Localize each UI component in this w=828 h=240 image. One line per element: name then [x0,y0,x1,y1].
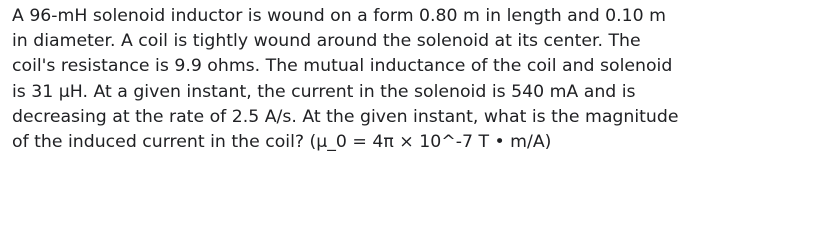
problem-line-4: is 31 μH. At a given instant, the current in the solenoid is 540 mA and is [12,81,636,102]
problem-line-2: in diameter. A coil is tightly wound around the solenoid at its center. The [12,31,641,52]
problem-line-3: coil's resistance is 9.9 ohms. The mutual inductance of the coil and solenoid [12,56,673,77]
problem-text [12,4,824,155]
problem-line-5: decreasing at the rate of 2.5 A/s. At the given instant, what is the magnitude [12,106,679,127]
problem-line-6: of the induced current in the coil? (μ_0 = 4π × 10^-7 T • m/A) [12,132,552,153]
problem-line-1: A 96-mH solenoid inductor is wound on a form 0.80 m in length and 0.10 m [12,6,666,26]
